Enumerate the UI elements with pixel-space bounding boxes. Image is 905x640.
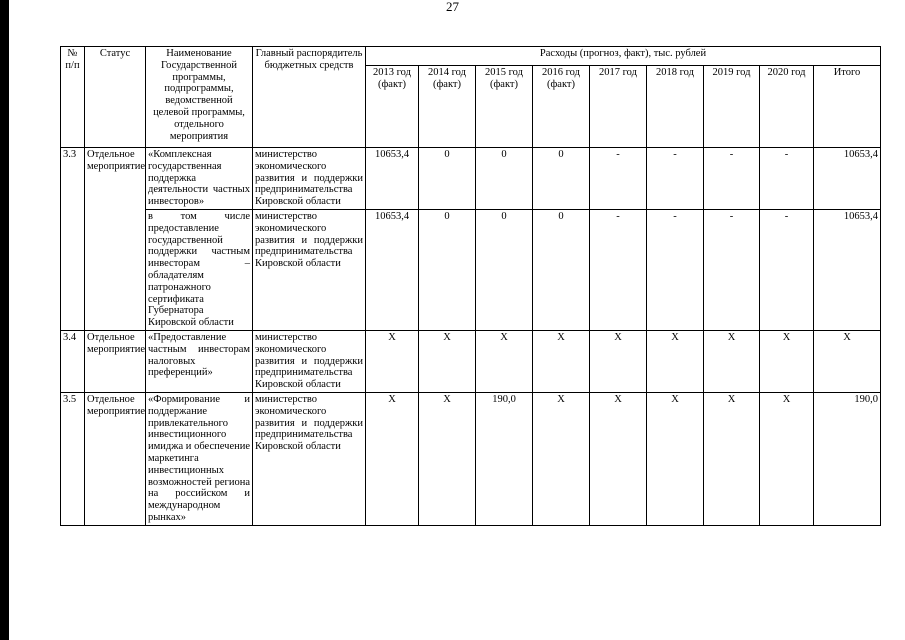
value-cell: 0	[533, 148, 590, 210]
row-name: в том числе предоставление государственной поддержки частным инвесторам – обладателям патронажного сертификата Губернатора Кировской области	[146, 209, 253, 330]
value-cell: 0	[419, 148, 476, 210]
value-cell: X	[590, 392, 647, 525]
header-total: Итого	[814, 66, 881, 148]
page-number: 27	[446, 0, 459, 14]
value-cell: X	[704, 392, 760, 525]
header-year: 2018 год	[647, 66, 704, 148]
header-year: 2014 год (факт)	[419, 66, 476, 148]
total-cell: 190,0	[814, 392, 881, 525]
row-status: Отдельное мероприятие	[85, 330, 146, 392]
header-year: 2015 год (факт)	[476, 66, 533, 148]
row-status: Отдельное мероприятие	[85, 148, 146, 331]
row-admin: министерство экономического развития и поддержки предпринимательства Кировской области	[253, 392, 366, 525]
table-row	[61, 330, 881, 392]
value-cell: X	[760, 330, 814, 392]
row-name: «Комплексная государственная поддержка деятельности частных инвесторов»	[146, 148, 253, 210]
value-cell: X	[647, 330, 704, 392]
value-cell: X	[533, 330, 590, 392]
value-cell: X	[366, 392, 419, 525]
row-admin: министерство экономического развития и поддержки предпринимательства Кировской области	[253, 209, 366, 330]
header-year: 2013 год (факт)	[366, 66, 419, 148]
value-cell: X	[533, 392, 590, 525]
table-row	[61, 209, 881, 330]
header-year: 2019 год	[704, 66, 760, 148]
value-cell: -	[590, 148, 647, 210]
value-cell: X	[476, 330, 533, 392]
value-cell: 0	[419, 209, 476, 330]
row-admin: министерство экономического развития и поддержки предпринимательства Кировской области	[253, 148, 366, 210]
total-cell: X	[814, 330, 881, 392]
value-cell: 0	[476, 209, 533, 330]
header-year: 2016 год (факт)	[533, 66, 590, 148]
value-cell: X	[590, 330, 647, 392]
value-cell: -	[590, 209, 647, 330]
row-status: Отдельное мероприятие	[85, 392, 146, 525]
table-row	[61, 392, 881, 525]
header-no: № п/п	[61, 47, 85, 148]
row-name: «Формирование и поддержание привлекательного инвестиционного имиджа и обеспечение маркетинга инвестиционных возможностей региона на российском и международном рынках»	[146, 392, 253, 525]
row-number: 3.3	[61, 148, 85, 331]
value-cell: 10653,4	[366, 209, 419, 330]
header-admin: Главный распорядитель бюджетных средств	[253, 47, 366, 148]
row-admin: министерство экономического развития и поддержки предпринимательства Кировской области	[253, 330, 366, 392]
value-cell: 0	[533, 209, 590, 330]
value-cell: 10653,4	[366, 148, 419, 210]
value-cell: -	[647, 148, 704, 210]
value-cell: X	[704, 330, 760, 392]
value-cell: X	[419, 330, 476, 392]
header-status: Статус	[85, 47, 146, 148]
value-cell: 190,0	[476, 392, 533, 525]
total-cell: 10653,4	[814, 148, 881, 210]
value-cell: X	[419, 392, 476, 525]
expenses-table	[60, 46, 881, 526]
value-cell: -	[704, 148, 760, 210]
header-year: 2017 год	[590, 66, 647, 148]
table-row	[61, 148, 881, 210]
row-name: «Предоставление частным инвесторам налоговых преференций»	[146, 330, 253, 392]
value-cell: -	[704, 209, 760, 330]
value-cell: -	[760, 209, 814, 330]
header-name: Наименование Государственной программы, подпрограммы, ведомственной целевой программы, отдельного мероприятия	[146, 47, 253, 148]
row-number: 3.4	[61, 330, 85, 392]
header-year: 2020 год	[760, 66, 814, 148]
value-cell: 0	[476, 148, 533, 210]
total-cell: 10653,4	[814, 209, 881, 330]
value-cell: X	[760, 392, 814, 525]
value-cell: X	[366, 330, 419, 392]
header-expenses: Расходы (прогноз, факт), тыс. рублей	[366, 47, 881, 66]
value-cell: -	[647, 209, 704, 330]
value-cell: X	[647, 392, 704, 525]
row-number: 3.5	[61, 392, 85, 525]
value-cell: -	[760, 148, 814, 210]
scan-edge	[0, 0, 9, 640]
